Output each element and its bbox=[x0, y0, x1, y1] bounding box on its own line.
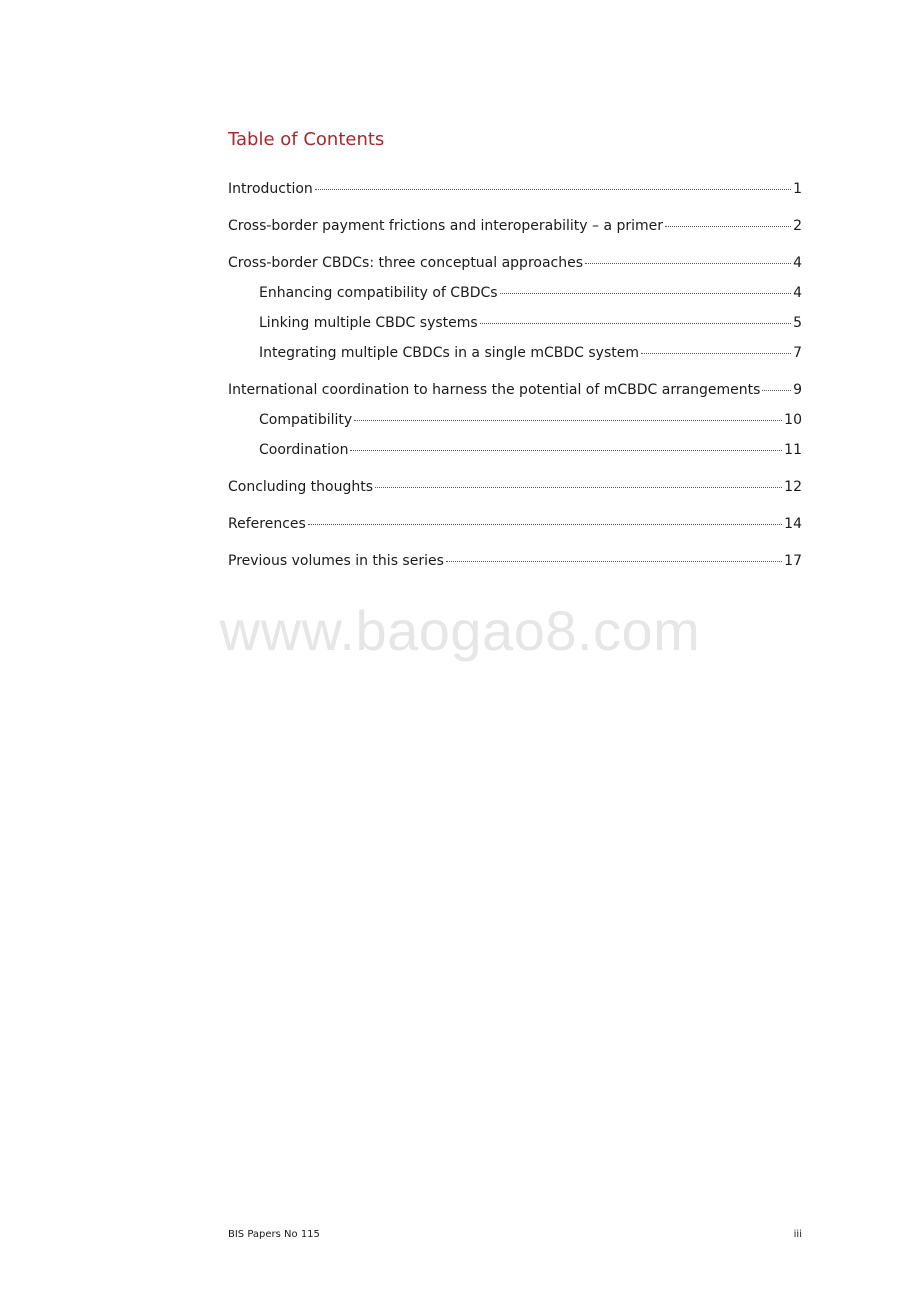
toc-entry-concluding-thoughts[interactable] bbox=[228, 477, 802, 497]
toc-entry-label: Introduction bbox=[228, 181, 313, 197]
dot-leader bbox=[641, 353, 791, 354]
toc-entry-previous-volumes[interactable] bbox=[228, 551, 802, 571]
toc-entry-page: 17 bbox=[784, 553, 802, 569]
toc-entry-page: 9 bbox=[793, 382, 802, 398]
toc-entry-label: References bbox=[228, 516, 306, 532]
table-of-contents bbox=[228, 0, 802, 600]
toc-entry-page: 10 bbox=[784, 412, 802, 428]
toc-entry-page: 14 bbox=[784, 516, 802, 532]
toc-entry-international-coordination[interactable] bbox=[228, 380, 802, 400]
toc-entry-page: 12 bbox=[784, 479, 802, 495]
toc-entry-conceptual-approaches[interactable] bbox=[228, 253, 802, 273]
dot-leader bbox=[665, 226, 791, 227]
dot-leader bbox=[585, 263, 791, 264]
toc-entry-label: Cross-border payment frictions and interoperability – a primer bbox=[228, 218, 664, 234]
toc-entry-page: 1 bbox=[793, 181, 802, 197]
toc-entry-label: Linking multiple CBDC systems bbox=[259, 315, 478, 331]
toc-entry-payment-frictions[interactable] bbox=[228, 216, 802, 236]
toc-entry-label: Compatibility bbox=[259, 412, 353, 428]
dot-leader bbox=[354, 420, 782, 421]
toc-entry-page: 11 bbox=[784, 442, 802, 458]
toc-entry-label: Enhancing compatibility of CBDCs bbox=[259, 285, 498, 301]
toc-entry-enhancing-compatibility[interactable] bbox=[259, 283, 802, 303]
toc-entry-page: 5 bbox=[793, 315, 802, 331]
toc-entry-linking-systems[interactable] bbox=[259, 313, 802, 333]
toc-entry-label: International coordination to harness the potential of mCBDC arrangements bbox=[228, 382, 761, 398]
toc-entry-page: 4 bbox=[793, 255, 802, 271]
dot-leader bbox=[480, 323, 791, 324]
toc-entry-label: Cross-border CBDCs: three conceptual approaches bbox=[228, 255, 584, 271]
footer-publication: BIS Papers No 115 bbox=[228, 1229, 320, 1240]
toc-entry-label: Coordination bbox=[259, 442, 349, 458]
toc-entry-references[interactable] bbox=[228, 514, 802, 534]
toc-entry-label: Concluding thoughts bbox=[228, 479, 374, 495]
dot-leader bbox=[762, 390, 791, 391]
toc-title: Table of Contents bbox=[228, 129, 385, 150]
dot-leader bbox=[308, 524, 782, 525]
footer-page-number: iii bbox=[793, 1229, 802, 1240]
toc-entry-page: 7 bbox=[793, 345, 802, 361]
dot-leader bbox=[350, 450, 782, 451]
toc-entry-page: 4 bbox=[793, 285, 802, 301]
toc-entry-page: 2 bbox=[793, 218, 802, 234]
watermark: www.baogao8.com bbox=[219, 599, 701, 662]
dot-leader bbox=[500, 293, 792, 294]
toc-entry-integrating-cbdcs[interactable] bbox=[259, 343, 802, 363]
toc-entry-label: Integrating multiple CBDCs in a single mCBDC system bbox=[259, 345, 639, 361]
toc-entry-label: Previous volumes in this series bbox=[228, 553, 444, 569]
toc-entry-compatibility[interactable] bbox=[259, 410, 802, 430]
toc-entry-coordination[interactable] bbox=[259, 440, 802, 460]
dot-leader bbox=[446, 561, 782, 562]
dot-leader bbox=[315, 189, 791, 190]
dot-leader bbox=[375, 487, 782, 488]
toc-entry-introduction[interactable] bbox=[228, 179, 802, 199]
